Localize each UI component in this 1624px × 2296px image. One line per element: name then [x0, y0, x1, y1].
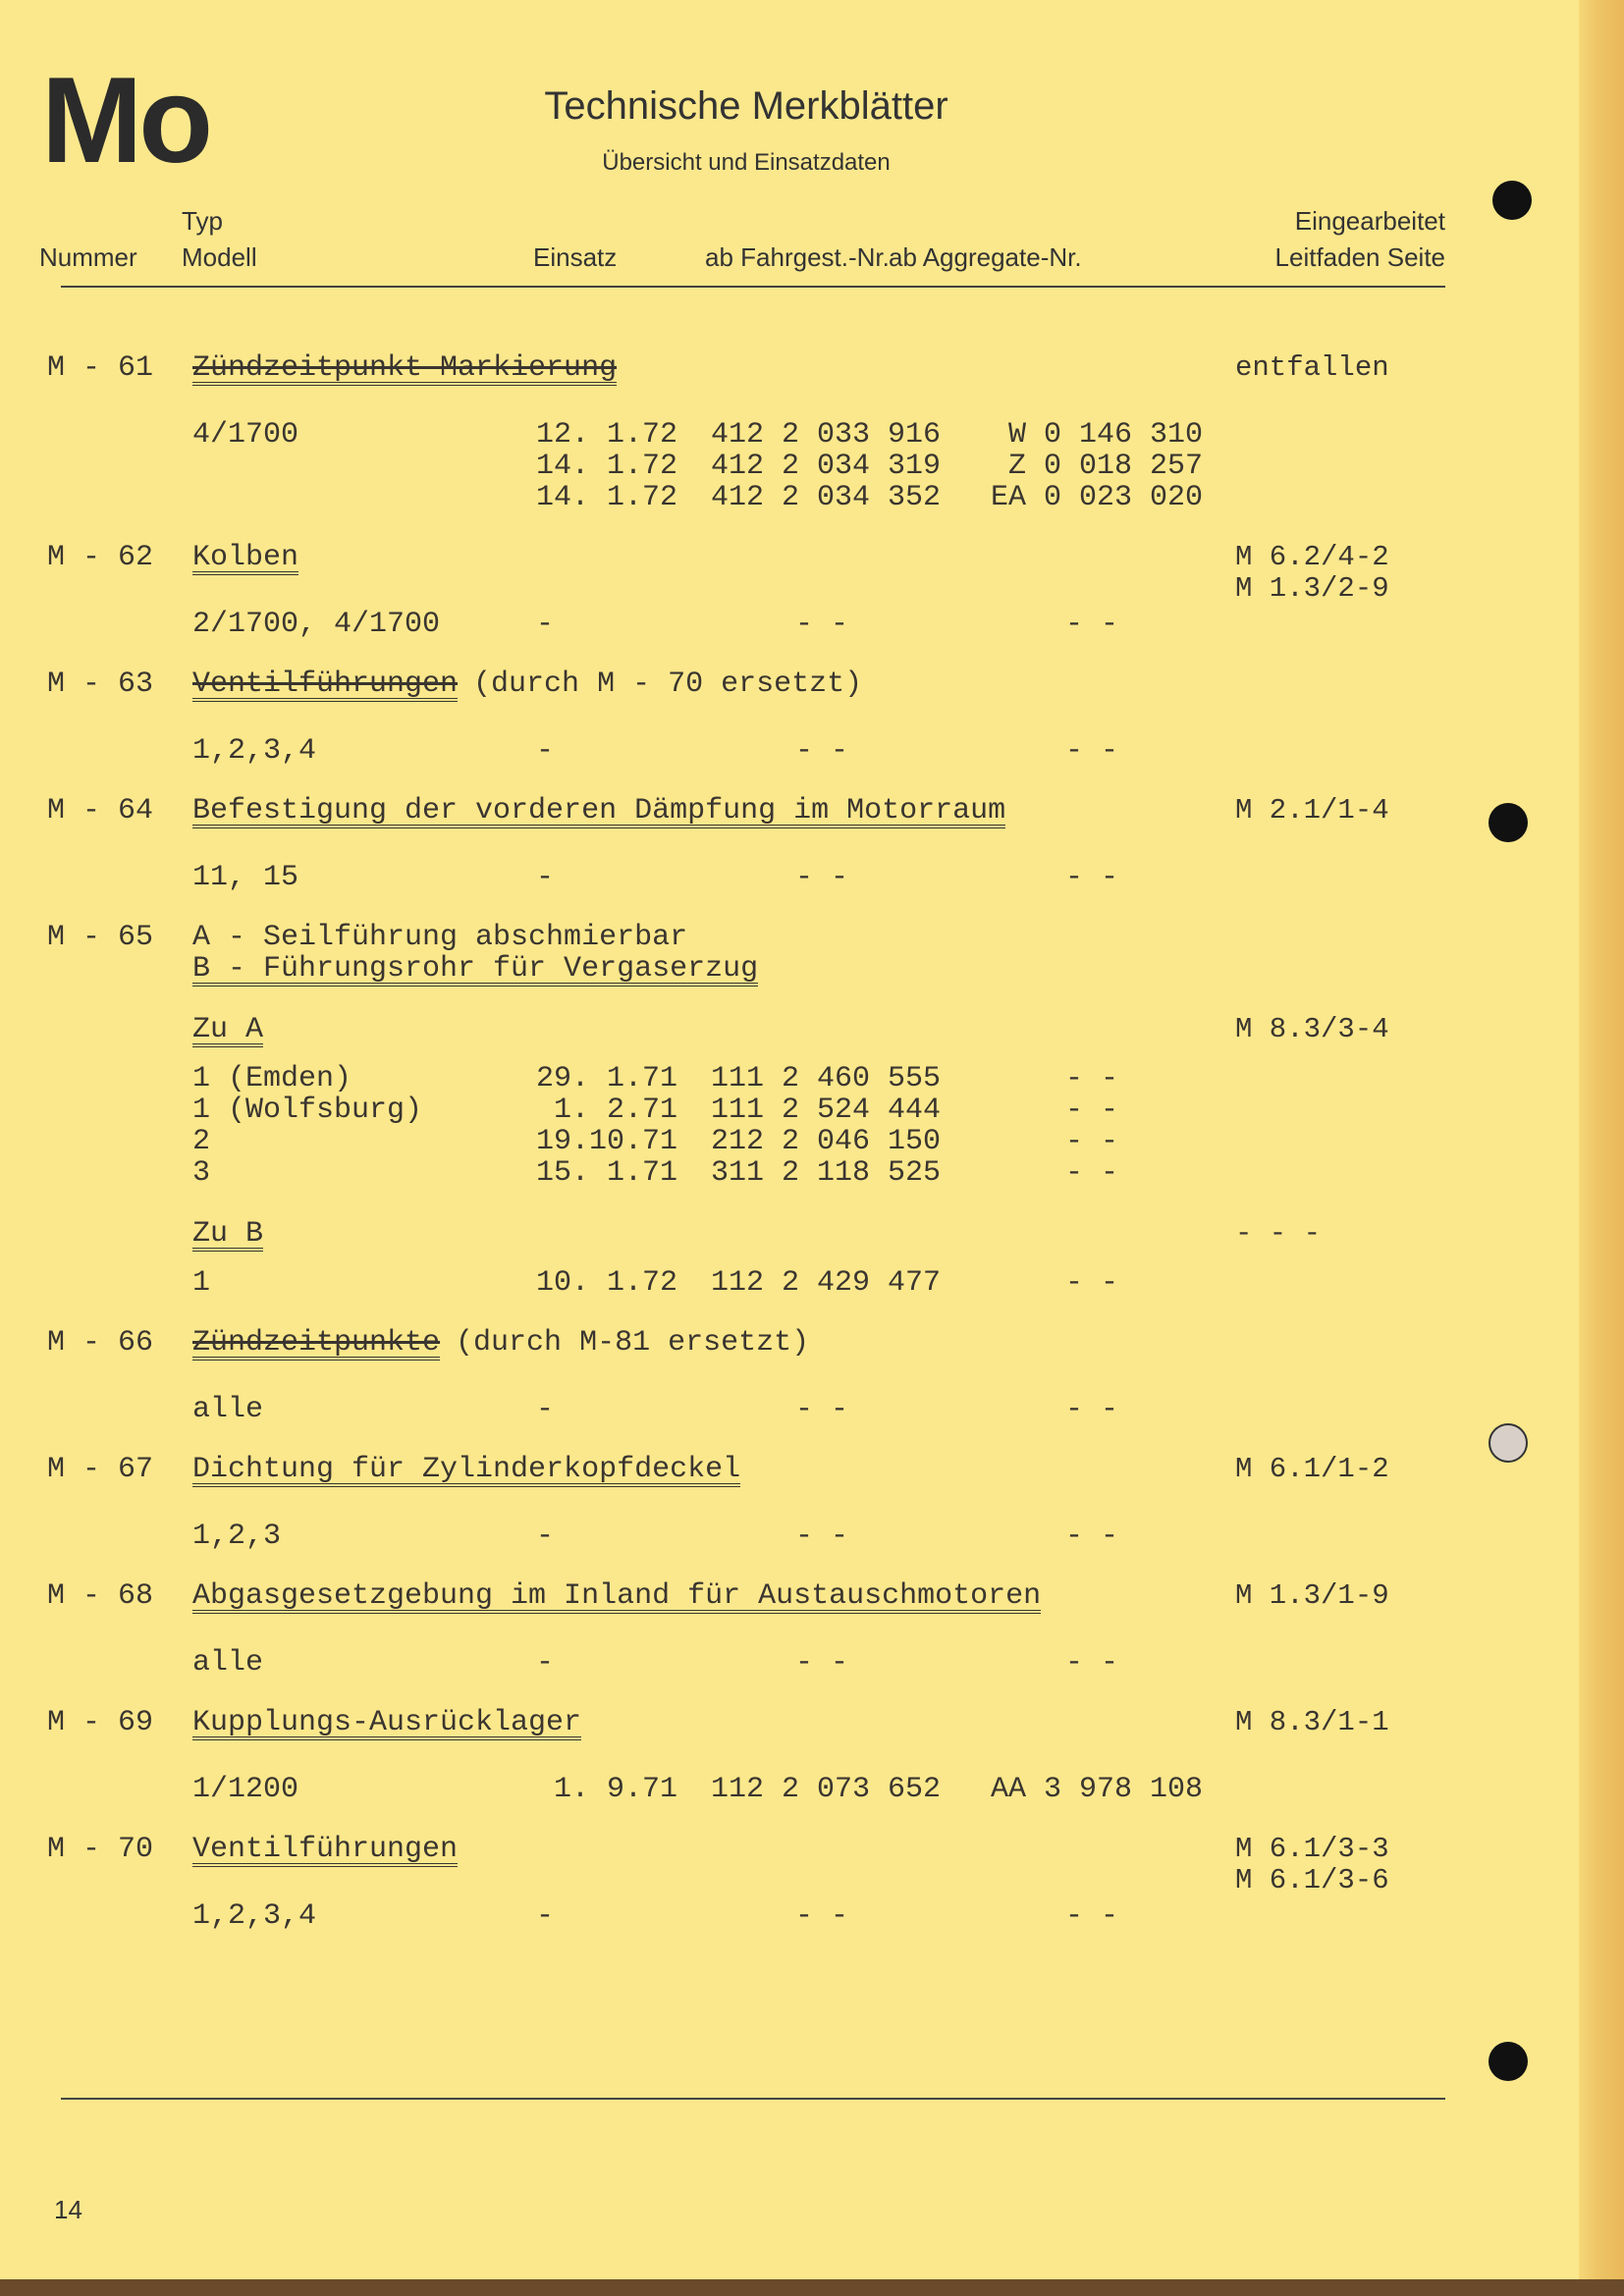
entry-title-line — [47, 1707, 1441, 1738]
column-header-leitfaden: Leitfaden Seite — [1274, 242, 1445, 272]
aggregat-cell: EA 0 023 020 — [990, 481, 1203, 514]
entry-block — [47, 795, 1441, 893]
spacer — [47, 1865, 1441, 1900]
entry-title: Befestigung der vorderen Dämpfung im Motorraum — [192, 794, 1006, 828]
aggregat-cell: - - — [1065, 608, 1119, 641]
leitfaden-ref: M 8.3/3-4 — [1235, 1013, 1389, 1045]
modell-cell: 3 — [192, 1156, 211, 1190]
column-header-einsatz: Einsatz — [533, 242, 618, 272]
entry-title: Ventilführungen — [192, 1833, 459, 1866]
data-row — [47, 1063, 1441, 1095]
entry-title-wrap — [192, 1454, 740, 1487]
leitfaden-ref: entfallen — [1235, 351, 1389, 384]
aggregat-cell: - - — [1065, 1266, 1119, 1300]
einsatz-cell: - — [536, 734, 555, 768]
fahrgest-cell: 212 2 046 150 — [710, 1125, 941, 1158]
einsatz-cell: 1. 2.71 — [553, 1094, 677, 1127]
modell-cell: alle — [192, 1393, 264, 1426]
modell-cell: 2 — [192, 1125, 211, 1158]
entry-block — [47, 668, 1441, 767]
spacer — [47, 573, 1441, 609]
entry-number: M - 70 — [47, 1833, 154, 1866]
fahrgest-cell: - - — [795, 1393, 849, 1426]
page-subtitle: Übersicht und Einsatzdaten — [602, 149, 891, 176]
entry-number: M - 69 — [47, 1706, 154, 1739]
entry-title-line — [47, 1454, 1441, 1485]
leitfaden-ref: M 1.3/2-9 — [1235, 572, 1389, 605]
entry-title-wrap — [192, 668, 862, 702]
data-row — [47, 451, 1441, 482]
spacer — [47, 1738, 1441, 1774]
punch-hole — [1489, 1423, 1528, 1463]
entry-title: Kupplungs-Ausrücklager — [192, 1706, 582, 1739]
entry-number: M - 67 — [47, 1453, 154, 1486]
entry-number: M - 66 — [47, 1326, 154, 1360]
page-bottom-edge — [0, 2279, 1624, 2296]
einsatz-cell: 15. 1.71 — [535, 1156, 677, 1190]
entry-title-wrap — [192, 352, 617, 386]
entry-title-line — [47, 953, 1441, 985]
entry-number: M - 64 — [47, 794, 154, 828]
column-header-modell: Modell — [182, 242, 257, 272]
aggregat-cell: - - — [1065, 1156, 1119, 1190]
entry-title: Zündzeitpunkte — [192, 1326, 441, 1360]
data-row — [47, 1900, 1441, 1932]
data-row — [47, 1647, 1441, 1679]
einsatz-cell: 12. 1.72 — [535, 418, 677, 452]
einsatz-cell: 19.10.71 — [535, 1125, 677, 1158]
entry-block — [47, 922, 1441, 1299]
leitfaden-ref: M 6.1/3-3 — [1235, 1833, 1389, 1865]
section-logo: Mo — [41, 53, 210, 188]
entry-number: M - 62 — [47, 541, 154, 574]
aggregat-cell: AA 3 978 108 — [990, 1773, 1203, 1806]
entry-block — [47, 1707, 1441, 1805]
modell-cell: 4/1700 — [192, 418, 299, 452]
fahrgest-cell: 111 2 460 555 — [710, 1062, 941, 1095]
entry-block — [47, 1454, 1441, 1552]
data-row — [47, 1774, 1441, 1805]
leitfaden-ref: M 1.3/1-9 — [1235, 1579, 1389, 1612]
einsatz-cell: - — [536, 1393, 555, 1426]
entry-number: M - 63 — [47, 667, 154, 701]
aggregat-cell: - - — [1065, 1062, 1119, 1095]
entry-block — [47, 1580, 1441, 1679]
subsection-label: Zu B — [192, 1217, 264, 1251]
entry-number: M - 65 — [47, 921, 154, 954]
data-row — [47, 419, 1441, 451]
entry-title-wrap — [192, 1707, 581, 1740]
einsatz-cell: 29. 1.71 — [535, 1062, 677, 1095]
fahrgest-cell: - - — [795, 608, 849, 641]
leitfaden-ref: M 2.1/1-4 — [1235, 794, 1389, 827]
modell-cell: 1 (Emden) — [192, 1062, 352, 1095]
entry-title: Ventilführungen — [192, 667, 459, 701]
einsatz-cell: - — [536, 1899, 555, 1933]
entry-title-line — [47, 1580, 1441, 1612]
einsatz-cell: 14. 1.72 — [535, 450, 677, 483]
spacer — [47, 700, 1441, 735]
fahrgest-cell: 111 2 524 444 — [710, 1094, 941, 1127]
aggregat-cell: - - — [1065, 734, 1119, 768]
modell-cell: 1/1200 — [192, 1773, 299, 1806]
entry-title: B - Führungsrohr für Vergaserzug — [192, 952, 759, 986]
fahrgest-cell: 412 2 034 319 — [710, 450, 941, 483]
punch-hole — [1489, 2042, 1528, 2081]
entry-title-wrap — [192, 1834, 458, 1867]
entry-title: Dichtung für Zylinderkopfdeckel — [192, 1453, 741, 1486]
data-row — [47, 1126, 1441, 1157]
entry-block — [47, 1834, 1441, 1932]
column-header-nummer: Nummer — [39, 242, 137, 272]
aggregat-cell: - - — [1065, 1646, 1119, 1680]
einsatz-cell: - — [536, 1646, 555, 1680]
fahrgest-cell: - - — [795, 1899, 849, 1933]
modell-cell: 1,2,3,4 — [192, 734, 317, 768]
data-row — [47, 735, 1441, 767]
fahrgest-cell: - - — [795, 861, 849, 894]
fahrgest-cell: - - — [795, 734, 849, 768]
replacement-note: (durch M-81 ersetzt) — [456, 1326, 810, 1360]
aggregat-cell: - - — [1065, 1393, 1119, 1426]
replacement-note: (durch M - 70 ersetzt) — [473, 667, 863, 701]
data-row — [47, 1095, 1441, 1126]
entry-number: M - 68 — [47, 1579, 154, 1613]
page-number: 14 — [54, 2195, 82, 2224]
data-row — [47, 1521, 1441, 1552]
entry-number: M - 61 — [47, 351, 154, 385]
einsatz-cell: 10. 1.72 — [535, 1266, 677, 1300]
entry-title-line — [47, 352, 1441, 384]
data-row — [47, 1157, 1441, 1189]
modell-cell: 1,2,3,4 — [192, 1899, 317, 1933]
page-edge — [1579, 0, 1624, 2296]
spacer — [47, 1250, 1441, 1267]
subsection — [47, 1014, 1441, 1189]
entry-title-line — [47, 1834, 1441, 1865]
modell-cell: alle — [192, 1646, 264, 1680]
entry-title-line — [47, 1327, 1441, 1359]
entry-block — [47, 542, 1441, 640]
subsection-label: Zu A — [192, 1013, 264, 1046]
aggregat-cell: - - — [1065, 1520, 1119, 1553]
modell-cell: 11, 15 — [192, 861, 299, 894]
entry-title-line — [47, 668, 1441, 700]
leitfaden-ref: M 6.2/4-2 — [1235, 541, 1389, 573]
data-row — [47, 862, 1441, 893]
entry-title-wrap — [192, 922, 687, 953]
entry-title: Zündzeitpunkt-Markierung — [192, 351, 618, 385]
entry-block — [47, 1327, 1441, 1425]
subsection-title-line — [47, 1218, 1441, 1250]
column-header-aggregat: ab Aggregate-Nr. — [889, 242, 1082, 272]
entry-block — [47, 352, 1441, 513]
column-header-typ: Typ — [182, 206, 223, 236]
leitfaden-ref: M 8.3/1-1 — [1235, 1706, 1389, 1738]
column-header-eingearbeitet: Eingearbeitet — [1294, 206, 1445, 236]
subsection-title-wrap — [192, 1014, 263, 1047]
entry-title-line — [47, 542, 1441, 573]
modell-cell: 1,2,3 — [192, 1520, 282, 1553]
spacer — [47, 1612, 1441, 1647]
aggregat-cell: Z 0 018 257 — [1007, 450, 1203, 483]
einsatz-cell: - — [536, 608, 555, 641]
data-row — [47, 1394, 1441, 1425]
einsatz-cell: - — [536, 861, 555, 894]
einsatz-cell: - — [536, 1520, 555, 1553]
header-rule — [61, 286, 1445, 288]
einsatz-cell: 1. 9.71 — [553, 1773, 677, 1806]
modell-cell: 2/1700, 4/1700 — [192, 608, 441, 641]
data-row — [47, 609, 1441, 640]
fahrgest-cell: 112 2 429 477 — [710, 1266, 941, 1300]
page-title: Technische Merkblätter — [544, 84, 948, 128]
fahrgest-cell: 412 2 033 916 — [710, 418, 941, 452]
entries-list — [47, 352, 1441, 1960]
footer-rule — [61, 2098, 1445, 2100]
leitfaden-ref: M 6.1/3-6 — [1235, 1864, 1389, 1896]
entry-title-wrap — [192, 542, 298, 575]
fahrgest-cell: - - — [795, 1646, 849, 1680]
leitfaden-ref: M 6.1/1-2 — [1235, 1453, 1389, 1485]
einsatz-cell: 14. 1.72 — [535, 481, 677, 514]
aggregat-cell: - - — [1065, 1094, 1119, 1127]
entry-title-wrap — [192, 1580, 1041, 1614]
entry-title-line — [47, 795, 1441, 827]
entry-title: Kolben — [192, 541, 299, 574]
entry-title-wrap — [192, 795, 1005, 828]
subsection-title-line — [47, 1014, 1441, 1045]
punch-hole — [1492, 181, 1532, 220]
subsection — [47, 1218, 1441, 1299]
subsection-title-wrap — [192, 1218, 263, 1252]
modell-cell: 1 (Wolfsburg) — [192, 1094, 423, 1127]
spacer — [47, 1359, 1441, 1394]
entry-title: A - Seilführung abschmierbar — [192, 921, 688, 954]
aggregat-cell: - - — [1065, 1125, 1119, 1158]
spacer — [47, 1045, 1441, 1063]
fahrgest-cell: 311 2 118 525 — [710, 1156, 941, 1190]
entry-title-wrap — [192, 953, 758, 987]
modell-cell: 1 — [192, 1266, 211, 1300]
aggregat-cell: W 0 146 310 — [1007, 418, 1203, 452]
punch-hole — [1489, 803, 1528, 842]
data-row — [47, 482, 1441, 513]
spacer — [47, 384, 1441, 419]
entry-title-wrap — [192, 1327, 809, 1361]
column-header-fahrgest: ab Fahrgest.-Nr. — [705, 242, 890, 272]
fahrgest-cell: 112 2 073 652 — [710, 1773, 941, 1806]
entry-title-line — [47, 922, 1441, 953]
data-row — [47, 1267, 1441, 1299]
fahrgest-cell: 412 2 034 352 — [710, 481, 941, 514]
leitfaden-ref: - - - — [1235, 1217, 1322, 1250]
spacer — [47, 1485, 1441, 1521]
fahrgest-cell: - - — [795, 1520, 849, 1553]
aggregat-cell: - - — [1065, 1899, 1119, 1933]
spacer — [47, 827, 1441, 862]
aggregat-cell: - - — [1065, 861, 1119, 894]
entry-title: Abgasgesetzgebung im Inland für Austauschmotoren — [192, 1579, 1042, 1613]
